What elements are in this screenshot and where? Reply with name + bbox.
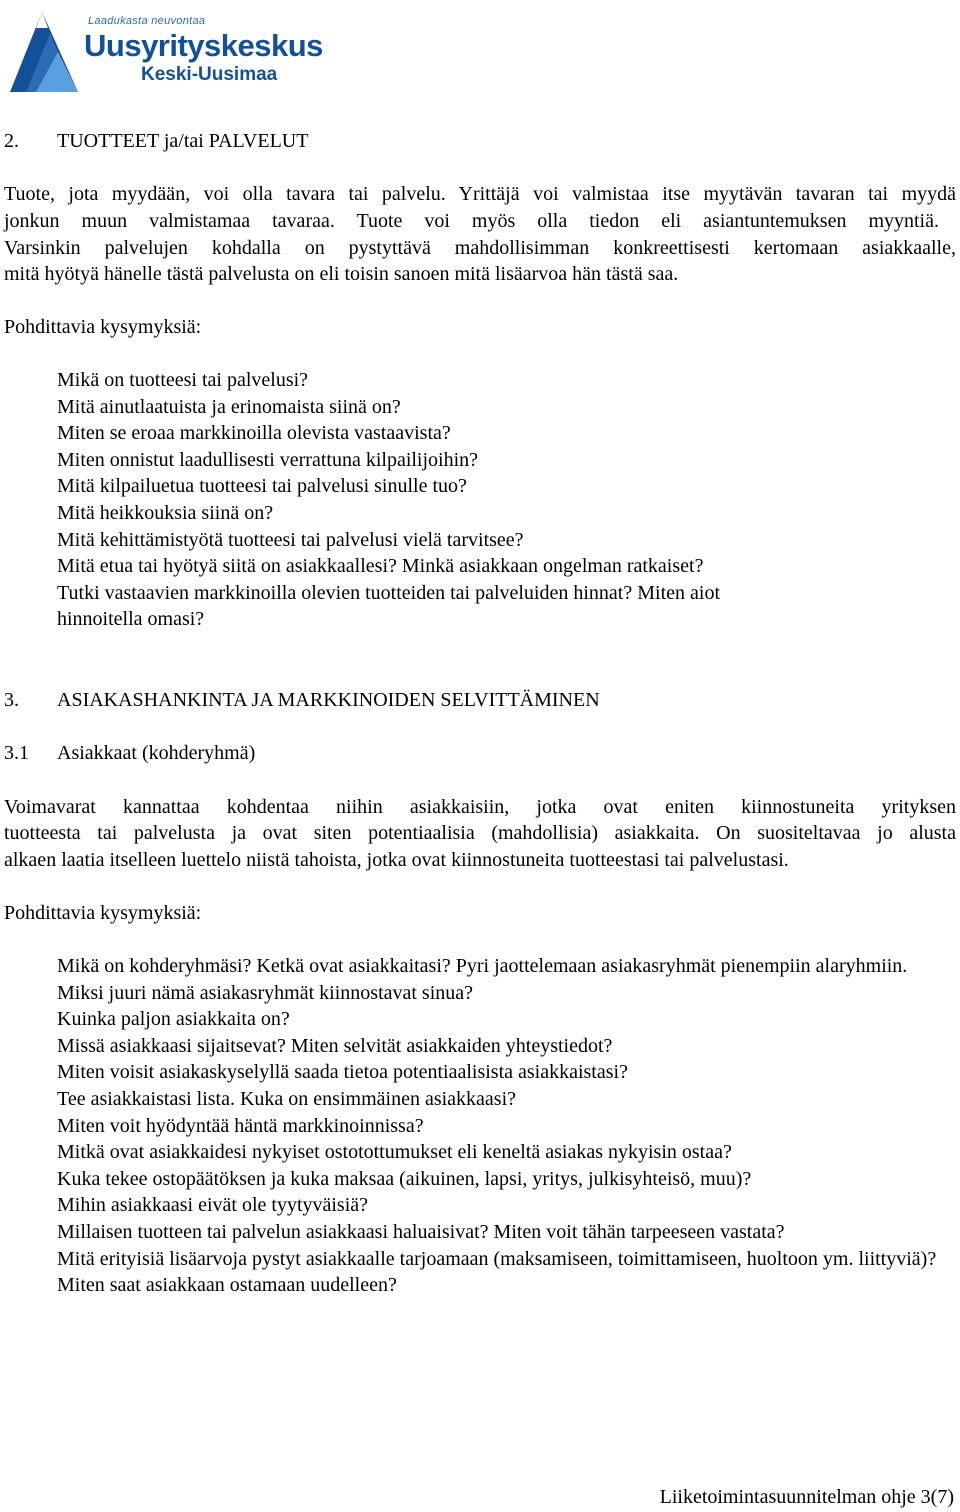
question-item: Mitä erityisiä lisäarvoja pystyt asiakkaalle tarjoamaan (maksamiseen, toimittamiseen, huoltoon ym. liittyviä)?	[57, 1247, 937, 1270]
section3-intro-line: Voimavarat kannattaa kohdentaa niihin asiakkaisiin, jotka ovat eniten kiinnostuneita yrityksen	[4, 796, 956, 818]
question-item: Mikä on kohderyhmäsi? Ketkä ovat asiakkaitasi? Pyri jaottelemaan asiakasryhmät pienempiin alaryhmiin.	[57, 955, 908, 977]
question-item: Mitä etua tai hyötyä siitä on asiakkaallesi? Minkä asiakkaan ongelman ratkaiset?	[57, 555, 704, 578]
question-item: Tutki vastaavien markkinoilla olevien tuotteiden tai palveluiden hinnat? Miten aiot hinnoitella omasi?	[57, 581, 720, 631]
question-item: Tee asiakkaistasi lista. Kuka on ensimmäinen asiakkaasi?	[57, 1087, 517, 1110]
question-item: Mihin asiakkaasi eivät ole tyytyväisiä?	[57, 1194, 369, 1217]
section2-intro-line: Tuote, jota myydään, voi olla tavara tai palvelu. Yrittäjä voi valmistaa itse myytävän tavaran tai myydä	[4, 183, 956, 205]
logo-region: Keski-Uusimaa	[141, 64, 278, 85]
question-item: Miten saat asiakkaan ostamaan uudelleen?	[57, 1274, 397, 1297]
section2-question-list	[57, 367, 747, 633]
question-item: Mikä on tuotteesi tai palvelusi?	[57, 369, 309, 391]
section3-questions-heading: Pohdittavia kysymyksiä:	[4, 902, 202, 924]
section3-1-title: Asiakkaat (kohderyhmä)	[57, 742, 256, 764]
logo-mountain-icon	[6, 4, 86, 94]
section3-intro-line: tuotteesta tai palvelusta ja ovat siten potentiaalisia (mahdollisia) asiakkaita. On suositeltavaa jo alusta	[4, 822, 956, 844]
section2-title: TUOTTEET ja/tai PALVELUT	[57, 130, 309, 152]
section3-intro-line: alkaen laatia itselleen luettelo niistä tahoista, jotka ovat kiinnostuneita tuotteestasi tai palvelustasi.	[4, 849, 789, 871]
question-item: Miten se eroaa markkinoilla olevista vastaavista?	[57, 422, 451, 445]
logo-tagline: Laadukasta neuvontaa	[88, 15, 206, 27]
question-item: Miten voisit asiakaskyselyllä saada tietoa potentiaalisista asiakkaistasi?	[57, 1061, 628, 1084]
section2-intro-line: jonkun muun valmistamaa tavaraa. Tuote voi myös olla tiedon eli asiantuntemuksen myyntiä.	[4, 210, 939, 232]
question-item: Mitkä ovat asiakkaidesi nykyiset ostotottumukset eli keneltä asiakas nykyisin ostaa?	[57, 1141, 732, 1164]
section2-questions-heading: Pohdittavia kysymyksiä:	[4, 316, 202, 338]
question-item: Miten voit hyödyntää häntä markkinoinnissa?	[57, 1114, 424, 1137]
question-item: Mitä heikkouksia siinä on?	[57, 501, 274, 524]
question-item: Mitä ainutlaatuista ja erinomaista siinä on?	[57, 395, 401, 418]
section2-number: 2.	[4, 130, 19, 152]
page-footer: Liiketoimintasuunnitelman ohje 3(7)	[659, 1486, 954, 1508]
section3-title: ASIAKASHANKINTA JA MARKKINOIDEN SELVITTÄMINEN	[57, 689, 600, 711]
section2-intro-line: Varsinkin palvelujen kohdalla on pystyttävä mahdollisimman konkreettisesti kertomaan asiakkaalle,	[4, 237, 956, 259]
question-item: Missä asiakkaasi sijaitsevat? Miten selvität asiakkaiden yhteystiedot?	[57, 1034, 613, 1057]
question-item: Kuka tekee ostopäätöksen ja kuka maksaa (aikuinen, lapsi, yritys, julkisyhteisö, muu)?	[57, 1167, 752, 1190]
question-item: Miten onnistut laadullisesti verrattuna kilpailijoihin?	[57, 448, 479, 471]
question-item: Mitä kehittämistyötä tuotteesi tai palvelusi vielä tarvitsee?	[57, 528, 524, 551]
section2-intro-line: mitä hyötyä hänelle tästä palvelusta on eli toisin sanoen mitä lisäarvoa hän tästä saa.	[4, 263, 679, 285]
logo	[6, 4, 323, 94]
section3-1-number: 3.1	[4, 742, 29, 764]
question-item: Millaisen tuotteen tai palvelun asiakkaasi haluaisivat? Miten voit tähän tarpeeseen vastata?	[57, 1220, 785, 1243]
section3-number: 3.	[4, 689, 19, 711]
question-item: Miksi juuri nämä asiakasryhmät kiinnostavat sinua?	[57, 981, 474, 1004]
question-item: Kuinka paljon asiakkaita on?	[57, 1008, 290, 1031]
question-item: Mitä kilpailuetua tuotteesi tai palvelusi sinulle tuo?	[57, 475, 467, 498]
logo-name: Uusyrityskeskus	[84, 28, 323, 63]
section3-question-list	[57, 953, 937, 1299]
